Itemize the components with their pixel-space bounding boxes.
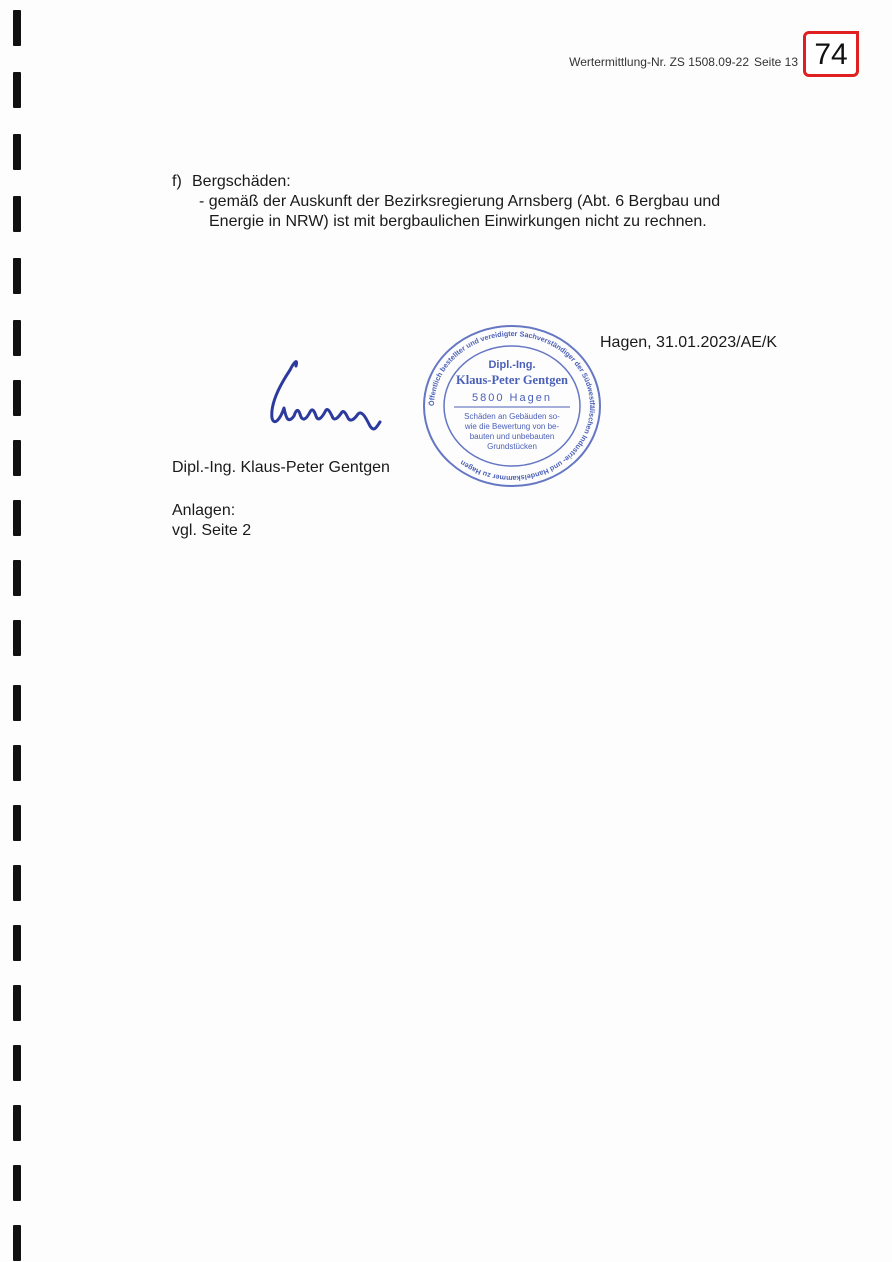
handwritten-signature [258, 352, 398, 442]
section-letter: f) [172, 173, 182, 190]
binding-mark [13, 380, 21, 416]
binding-mark [13, 685, 21, 721]
binding-mark [13, 560, 21, 596]
section-text-line: - gemäß der Auskunft der Bezirksregierung Arnsberg (Abt. 6 Bergbau und [199, 193, 721, 210]
binding-mark [13, 805, 21, 841]
binding-mark [13, 72, 21, 108]
stamp-expertise-line: Grundstücken [487, 442, 537, 451]
binding-marks [13, 0, 23, 1262]
signer-name: Dipl.-Ing. Klaus-Peter Gentgen [172, 459, 390, 476]
page-header [0, 53, 892, 73]
binding-mark [13, 925, 21, 961]
page-number-stamp [803, 31, 859, 77]
binding-mark [13, 134, 21, 170]
binding-mark [13, 1105, 21, 1141]
page-label: Seite 13 [754, 55, 799, 69]
stamp-expertise-line: bauten und unbebauten [469, 432, 555, 441]
stamp-city: 5800 Hagen [472, 392, 552, 404]
binding-mark [13, 985, 21, 1021]
binding-mark [13, 440, 21, 476]
official-stamp [412, 316, 612, 496]
stamp-expertise-line: wie die Bewertung von be- [464, 422, 560, 431]
place-date: Hagen, 31.01.2023/AE/K [600, 334, 778, 351]
stamp-name: Klaus-Peter Gentgen [456, 373, 568, 387]
binding-mark [13, 10, 21, 46]
attachments-value: vgl. Seite 2 [172, 522, 252, 539]
binding-mark [13, 1045, 21, 1081]
binding-mark [13, 620, 21, 656]
binding-mark [13, 1225, 21, 1261]
stamp-ring-text: Öffentlich bestellter und vereidigter Sachverständiger der Südwestfälischen Industrie- und Handelskammer zu Hagen [426, 328, 598, 484]
section-heading [172, 172, 812, 192]
binding-mark [13, 500, 21, 536]
binding-mark [13, 865, 21, 901]
attachments-label: Anlagen: [172, 502, 236, 519]
stamp-title: Dipl.-Ing. [488, 359, 536, 371]
valuation-reference: Wertermittlung-Nr. ZS 1508.09-22 [569, 55, 749, 69]
attachments-block [172, 501, 251, 541]
binding-mark [13, 258, 21, 294]
binding-mark [13, 320, 21, 356]
section-mining-damage [172, 172, 812, 232]
page-number: 74 [814, 38, 848, 71]
section-title: Bergschäden: [192, 173, 291, 190]
binding-mark [13, 196, 21, 232]
binding-mark [13, 745, 21, 781]
binding-mark [13, 1165, 21, 1201]
section-text-line: Energie in NRW) ist mit bergbaulichen Einwirkungen nicht zu rechnen. [209, 213, 707, 230]
stamp-expertise-line: Schäden an Gebäuden so- [464, 412, 560, 421]
section-body [172, 192, 812, 232]
